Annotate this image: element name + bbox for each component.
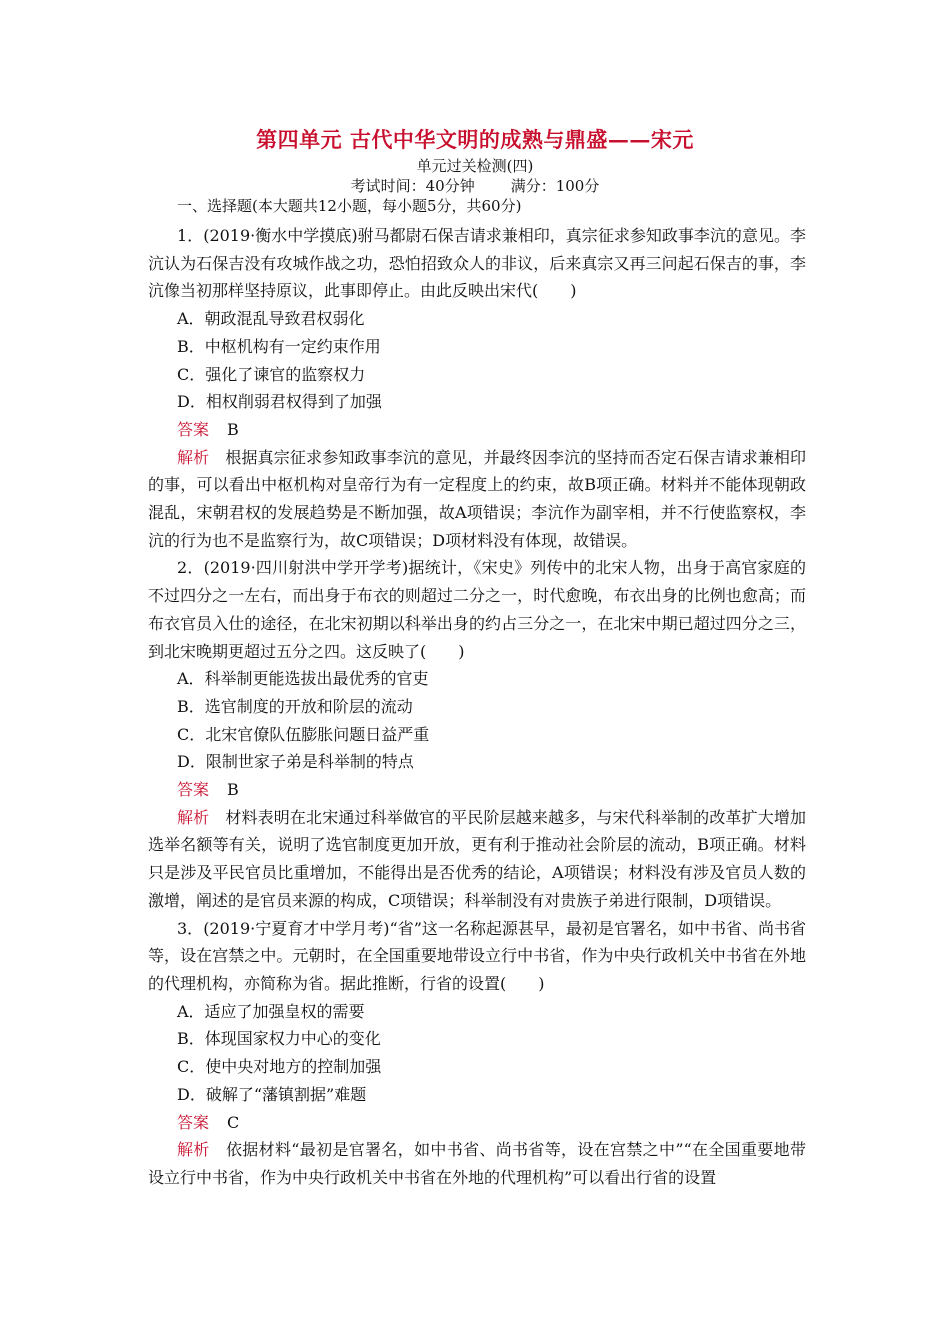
question-option: B．体现国家权力中心的变化 xyxy=(177,1029,381,1049)
question-option: C．北宋官僚队伍膨胀问题日益严重 xyxy=(177,724,430,744)
question-option: C．使中央对地方的控制加强 xyxy=(177,1057,382,1077)
answer-line xyxy=(148,1109,806,1137)
question-block xyxy=(148,222,806,554)
answer-label: 答案 xyxy=(177,780,210,800)
question-list xyxy=(148,222,806,1192)
analysis-label: 解析 xyxy=(177,807,210,827)
section-heading: 一、选择题(本大题共12小题，每小题5分，共60分) xyxy=(177,197,522,215)
analysis-text: 根据真宗征求参知政事李沆的意见，并最终因李沆的坚持而否定石保吉请求兼相印的事，可以看出中枢机构对皇帝行为有一定程度上的约束，故B项正确。材料并不能体现朝政混乱，宋朝君权的发展趋势是不断加强，故A项错误；李沆作为副宰相，并不行使监察权，李沆的行为也不是监察行为，故C项错误；D项材料没有体现，故错误。 xyxy=(148,447,806,550)
full-score: 满分：100分 xyxy=(510,177,600,195)
question-option: C．强化了谏官的监察权力 xyxy=(177,364,366,384)
question-option: A．适应了加强皇权的需要 xyxy=(177,1001,365,1021)
analysis-label: 解析 xyxy=(177,1140,210,1160)
question-stem: 2．(2019·四川射洪中学开学考)据统计，《宋史》列传中的北宋人物，出身于高官家庭的不过四分之一左右，而出身于布衣的则超过二分之一，时代愈晚，布衣出身的比例也愈高；而布衣官员入仕的途径，在北宋初期以科举出身的约占三分之一，在北宋中期已超过四分之三，到北宋晚期更超过五分之四。这反映了( ) xyxy=(148,558,806,661)
question-option: B．中枢机构有一定约束作用 xyxy=(177,336,381,356)
analysis-label: 解析 xyxy=(177,447,210,467)
analysis-paragraph xyxy=(148,804,806,915)
question-option: D．限制世家子弟是科举制的特点 xyxy=(177,752,414,772)
analysis-text: 材料表明在北宋通过科举做官的平民阶层越来越多，与宋代科举制的改革扩大增加选举名额等有关，说明了选官制度更加开放，更有利于推动社会阶层的流动，B项正确。材料只是涉及平民官员比重增加，不能得出是否优秀的结论，A项错误；材料没有涉及官员人数的激增，阐述的是官员来源的构成，C项错误；科举制没有对贵族子弟进行限制，D项错误。 xyxy=(148,807,806,910)
question-option: B．选官制度的开放和阶层的流动 xyxy=(177,696,413,716)
analysis-paragraph xyxy=(148,1136,806,1191)
test-subtitle: 单元过关检测(四) xyxy=(416,157,534,175)
question-option: A．科举制更能选拔出最优秀的官吏 xyxy=(177,669,429,689)
answer-line xyxy=(148,776,806,804)
answer-value: B xyxy=(227,780,239,800)
answer-line xyxy=(148,416,806,444)
unit-title: 第四单元 古代中华文明的成熟与鼎盛——宋元 xyxy=(256,127,694,152)
question-stem: 1．(2019·衡水中学摸底)驸马都尉石保吉请求兼相印，真宗征求参知政事李沆的意见。李沆认为石保吉没有攻城作战之功，恐怕招致众人的非议，后来真宗又再三问起石保吉的事，李沆像当初那样坚持原议，此事即停止。由此反映出宋代( ) xyxy=(148,226,806,301)
analysis-text: 依据材料“最初是官署名，如中书省、尚书省等，设在宫禁之中”“在全国重要地带设立行中书省，作为中央行政机关中书省在外地的代理机构”可以看出行省的设置 xyxy=(148,1140,806,1187)
question-stem: 3．(2019·宁夏育才中学月考)“省”这一名称起源甚早，最初是官署名，如中书省、尚书省等，设在宫禁之中。元朝时，在全国重要地带设立行中书省，作为中央行政机关中书省在外地的代理机构，亦简称为省。据此推断，行省的设置( ) xyxy=(148,918,806,993)
exam-time: 考试时间：40分钟 xyxy=(350,177,475,195)
question-option: D．相权削弱君权得到了加强 xyxy=(177,392,382,412)
answer-value: C xyxy=(227,1112,240,1132)
question-option: D．破解了“藩镇割据”难题 xyxy=(177,1084,367,1104)
answer-value: B xyxy=(227,419,239,439)
answer-label: 答案 xyxy=(177,419,210,439)
answer-label: 答案 xyxy=(177,1112,210,1132)
analysis-paragraph xyxy=(148,444,806,555)
question-block xyxy=(148,554,806,914)
question-block xyxy=(148,915,806,1192)
question-option: A．朝政混乱导致君权弱化 xyxy=(177,309,365,329)
exam-info xyxy=(0,175,950,196)
